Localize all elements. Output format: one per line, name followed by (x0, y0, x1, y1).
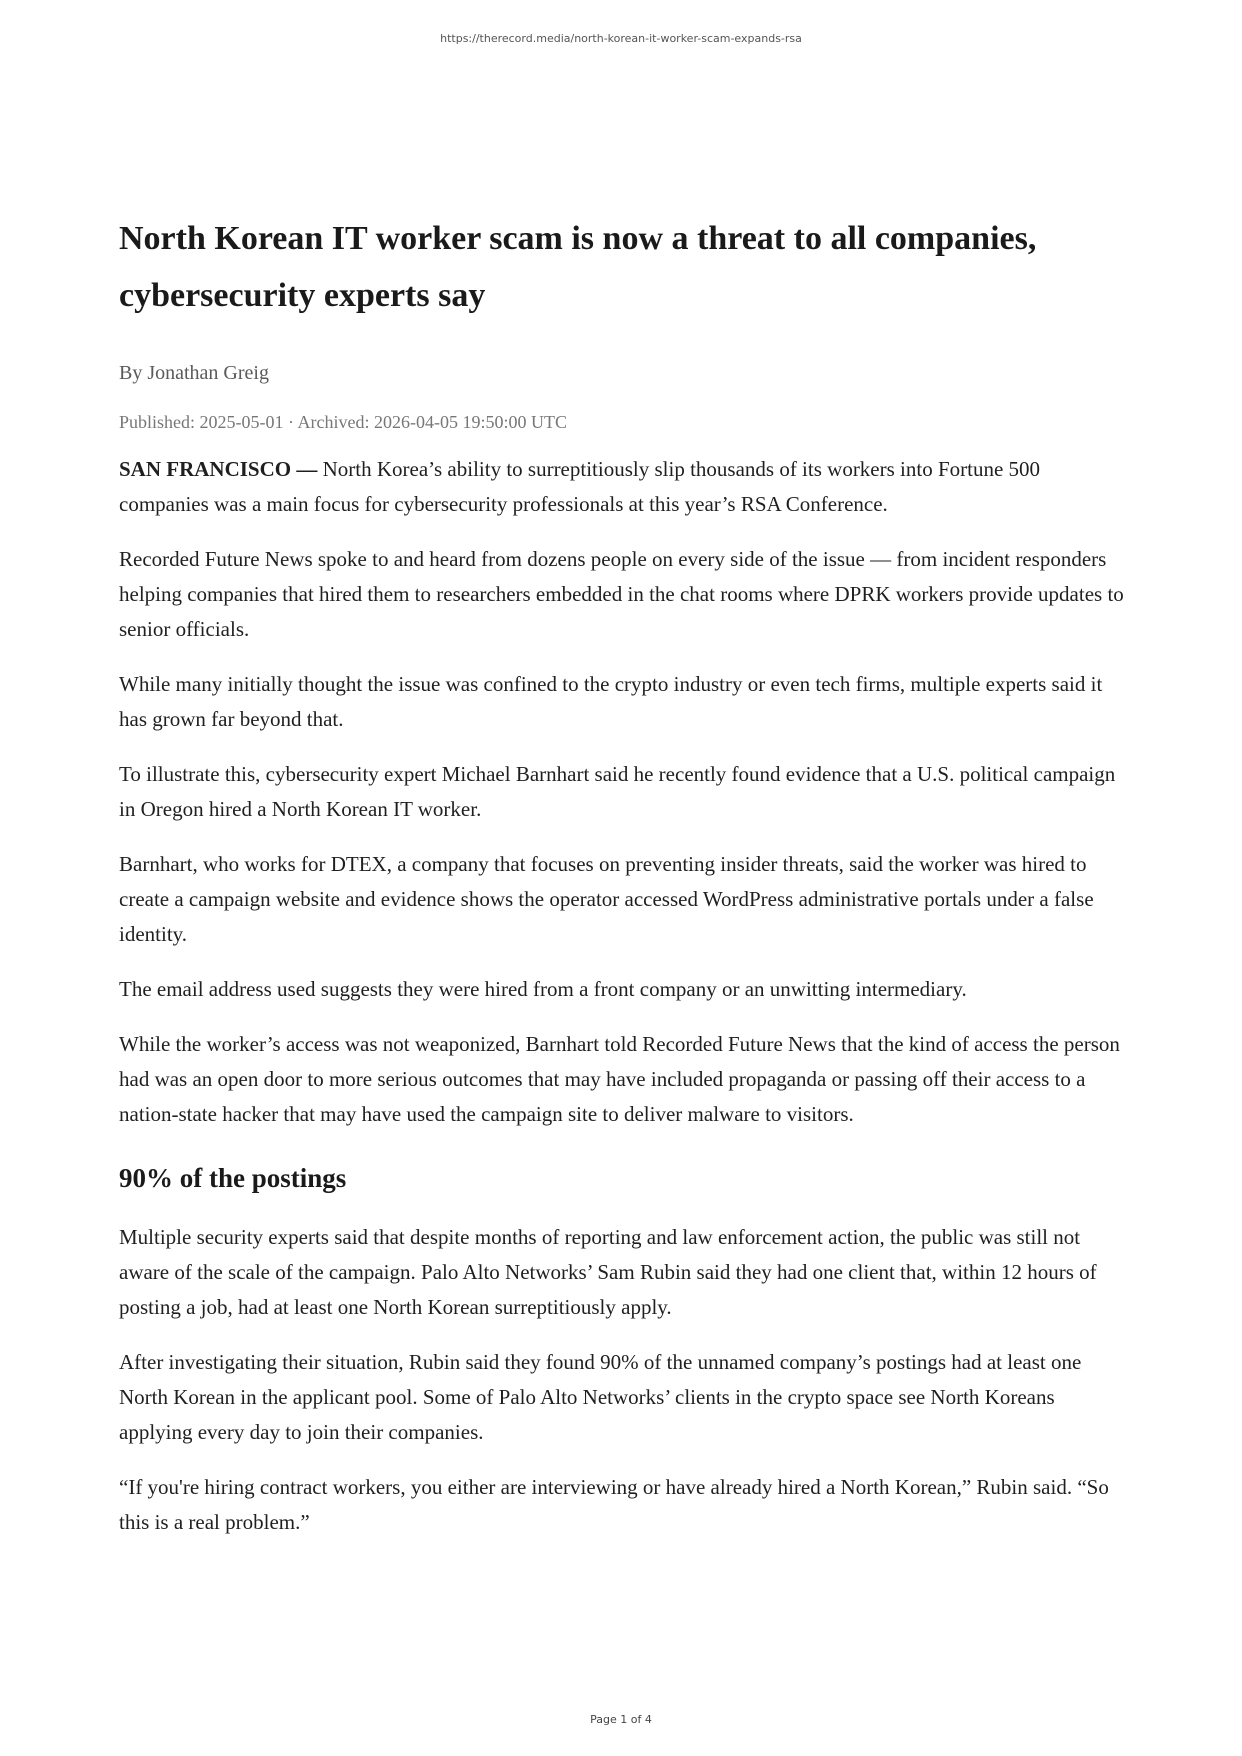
article-paragraph: The email address used suggests they were hired from a front company or an unwitting intermediary. (119, 977, 967, 1001)
article-paragraph (119, 452, 1129, 522)
article-paragraph: Barnhart, who works for DTEX, a company that focuses on preventing insider threats, said the worker was hired to create a campaign website and evidence shows the operator accessed WordPress administrative portals under a false identity. (119, 852, 1094, 946)
paragraph-text: North Korea’s ability to surreptitiously slip thousands of its workers into Fortune 500 companies was a main focus for cybersecurity professionals at this year’s RSA Conference. (119, 457, 1041, 516)
article-paragraph: Multiple security experts said that despite months of reporting and law enforcement action, the public was still not aware of the scale of the campaign. Palo Alto Networks’ Sam Rubin said they had one client that, within 12 hours of posting a job, had at least one North Korean surreptitiously apply. (119, 1225, 1097, 1319)
article-title: North Korean IT worker scam is now a threat to all companies, cybersecurity experts say (119, 220, 1037, 314)
dateline: SAN FRANCISCO — (119, 457, 318, 481)
byline: By Jonathan Greig (119, 362, 269, 384)
page-url: https://therecord.media/north-korean-it-worker-scam-expands-rsa (440, 32, 802, 45)
article-paragraph: After investigating their situation, Rubin said they found 90% of the unnamed company’s postings had at least one North Korean in the applicant pool. Some of Palo Alto Networks’ clients in the crypto space see North Koreans applying every day to join their companies. (119, 1350, 1082, 1444)
article-paragraph: “If you're hiring contract workers, you either are interviewing or have already hired a North Korean,” Rubin said. “So this is a real problem.” (119, 1475, 1109, 1534)
article-paragraph: While many initially thought the issue was confined to the crypto industry or even tech firms, multiple experts said it has grown far beyond that. (119, 672, 1103, 731)
section-heading: 90% of the postings (119, 1163, 347, 1193)
article-paragraph: To illustrate this, cybersecurity expert Michael Barnhart said he recently found evidence that a U.S. political campaign in Oregon hired a North Korean IT worker. (119, 762, 1116, 821)
publication-dates: Published: 2025-05-01 · Archived: 2026-04-05 19:50:00 UTC (119, 412, 567, 432)
article-paragraph: While the worker’s access was not weaponized, Barnhart told Recorded Future News that the kind of access the person had was an open door to more serious outcomes that may have included propaganda or passing off their access to a nation-state hacker that may have used the campaign site to deliver malware to visitors. (119, 1032, 1120, 1126)
article (119, 210, 1129, 1540)
page-number: Page 1 of 4 (590, 1713, 652, 1726)
article-paragraph: Recorded Future News spoke to and heard from dozens people on every side of the issue — from incident responders helping companies that hired them to researchers embedded in the chat rooms where DPRK workers provide updates to senior officials. (119, 547, 1124, 641)
